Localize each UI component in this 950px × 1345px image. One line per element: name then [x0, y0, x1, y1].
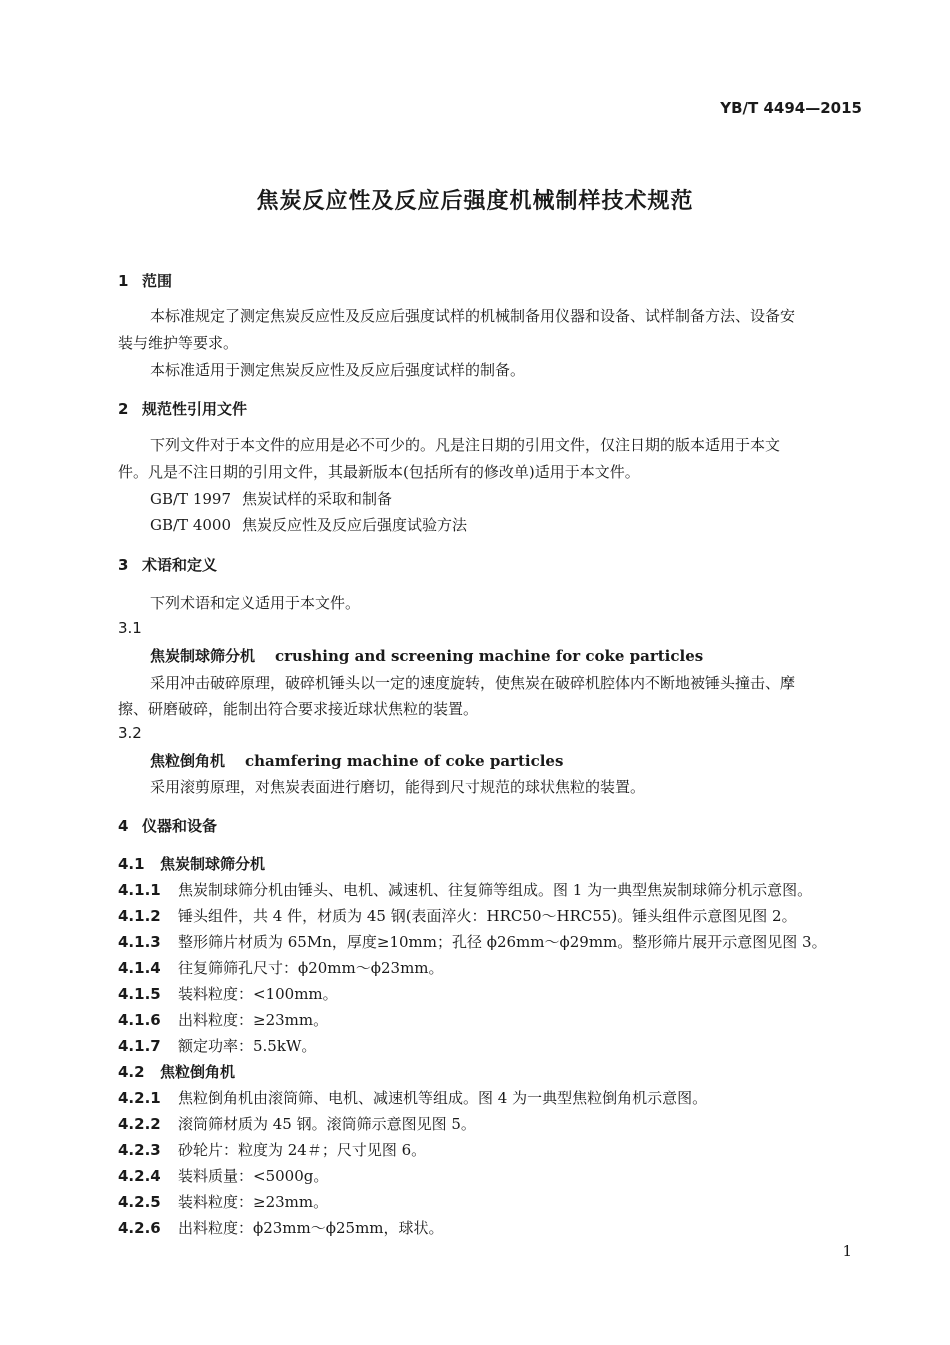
reference-title: 焦炭反应性及反应后强度试验方法 [242, 516, 468, 534]
paragraph-line: 件。凡是不注日期的引用文件，其最新版本(包括所有的修改单)适用于本文件。 [118, 463, 640, 481]
clause-text: 额定功率：5.5kW。 [178, 1037, 317, 1055]
definition-line: 擦、研磨破碎，能制出符合要求接近球状焦粒的装置。 [118, 700, 479, 718]
definition-line: 采用滚剪原理，对焦炭表面进行磨切，能得到尺寸规范的球状焦粒的装置。 [150, 778, 646, 796]
clause-item [118, 1139, 426, 1160]
reference-code: GB/T 1997 [150, 490, 232, 508]
clause-number: 4.1.3 [118, 933, 161, 951]
reference-entry [150, 488, 392, 509]
term-english: crushing and screening machine for coke particles [275, 647, 704, 665]
clause-text: 焦炭制球筛分机由锤头、电机、减速机、往复筛等组成。图 1 为一典型焦炭制球筛分机示意图。 [178, 881, 813, 899]
clause-item [118, 1035, 316, 1056]
section-title: 术语和定义 [142, 556, 218, 574]
section-number: 3 [118, 556, 129, 574]
clause-item [118, 1165, 328, 1186]
subsection-number: 4.1 [118, 855, 145, 873]
section-number: 2 [118, 400, 129, 418]
clause-number: 4.2.1 [118, 1089, 161, 1107]
term-number: 3.1 [118, 619, 142, 637]
clause-item [118, 1217, 444, 1238]
paragraph: 下列术语和定义适用于本文件。 [150, 594, 361, 612]
subsection-number: 4.2 [118, 1063, 145, 1081]
clause-item [118, 905, 797, 926]
reference-entry [150, 514, 467, 535]
clause-number: 4.2.5 [118, 1193, 161, 1211]
clause-item [118, 1113, 476, 1134]
clause-item [118, 983, 338, 1004]
subsection-title: 焦炭制球筛分机 [160, 855, 266, 873]
subsection-4-2-heading [118, 1061, 235, 1082]
section-1-heading [118, 270, 172, 291]
term-entry [150, 645, 703, 666]
standard-code: YB/T 4494—2015 [720, 99, 862, 117]
clause-item [118, 1009, 328, 1030]
clause-text: 整形筛片材质为 65Mn，厚度≥10mm；孔径 ϕ26mm～ϕ29mm。整形筛片展开示意图见图 3。 [178, 933, 827, 951]
clause-text: 出料粒度：ϕ23mm～ϕ25mm，球状。 [178, 1219, 444, 1237]
clause-number: 4.2.3 [118, 1141, 161, 1159]
clause-text: 装料质量：<5000g。 [178, 1167, 329, 1185]
clause-text: 装料粒度：≥23mm。 [178, 1193, 329, 1211]
section-title: 范围 [142, 272, 173, 290]
clause-item [118, 957, 444, 978]
clause-text: 锤头组件，共 4 件，材质为 45 钢(表面淬火：HRC50～HRC55)。锤头组件示意图见图 2。 [178, 907, 797, 925]
clause-item [118, 879, 812, 900]
subsection-title: 焦粒倒角机 [160, 1063, 236, 1081]
paragraph-line: 装与维护等要求。 [118, 334, 239, 352]
document-title: 焦炭反应性及反应后强度机械制样技术规范 [256, 189, 694, 214]
clause-text: 滚筒筛材质为 45 钢。滚筒筛示意图见图 5。 [178, 1115, 476, 1133]
clause-item [118, 1191, 328, 1212]
clause-number: 4.2.4 [118, 1167, 161, 1185]
definition-line: 采用冲击破碎原理，破碎机锤头以一定的速度旋转，使焦炭在破碎机腔体内不断地被锤头撞击、摩 [150, 674, 796, 692]
paragraph-line: 本标准规定了测定焦炭反应性及反应后强度试样的机械制备用仪器和设备、试样制备方法、设备安 [150, 307, 796, 325]
clause-item [118, 931, 827, 952]
reference-title: 焦炭试样的采取和制备 [242, 490, 393, 508]
section-title: 仪器和设备 [142, 817, 218, 835]
paragraph-line: 下列文件对于本文件的应用是必不可少的。凡是注日期的引用文件，仅注日期的版本适用于本文 [150, 436, 781, 454]
reference-code: GB/T 4000 [150, 516, 232, 534]
term-english: chamfering machine of coke particles [245, 752, 564, 770]
section-number: 4 [118, 817, 129, 835]
clause-number: 4.2.2 [118, 1115, 161, 1133]
clause-number: 4.1.7 [118, 1037, 161, 1055]
clause-text: 出料粒度：≥23mm。 [178, 1011, 329, 1029]
clause-number: 4.2.6 [118, 1219, 161, 1237]
section-number: 1 [118, 272, 129, 290]
term-chinese: 焦粒倒角机 [150, 752, 226, 770]
term-number: 3.2 [118, 724, 142, 742]
clause-text: 装料粒度：<100mm。 [178, 985, 338, 1003]
clause-number: 4.1.5 [118, 985, 161, 1003]
term-chinese: 焦炭制球筛分机 [150, 647, 256, 665]
clause-number: 4.1.6 [118, 1011, 161, 1029]
paragraph: 本标准适用于测定焦炭反应性及反应后强度试样的制备。 [150, 361, 526, 379]
clause-item [118, 1087, 707, 1108]
clause-number: 4.1.4 [118, 959, 161, 977]
clause-number: 4.1.2 [118, 907, 161, 925]
subsection-4-1-heading [118, 853, 265, 874]
section-3-heading [118, 554, 217, 575]
clause-text: 焦粒倒角机由滚筒筛、电机、减速机等组成。图 4 为一典型焦粒倒角机示意图。 [178, 1089, 708, 1107]
section-4-heading [118, 815, 217, 836]
term-entry [150, 750, 563, 771]
clause-number: 4.1.1 [118, 881, 161, 899]
section-2-heading [118, 398, 247, 419]
clause-text: 砂轮片：粒度为 24＃；尺寸见图 6。 [178, 1141, 427, 1159]
section-title: 规范性引用文件 [142, 400, 248, 418]
page-number: 1 [842, 1242, 852, 1260]
clause-text: 往复筛筛孔尺寸：ϕ20mm～ϕ23mm。 [178, 959, 444, 977]
